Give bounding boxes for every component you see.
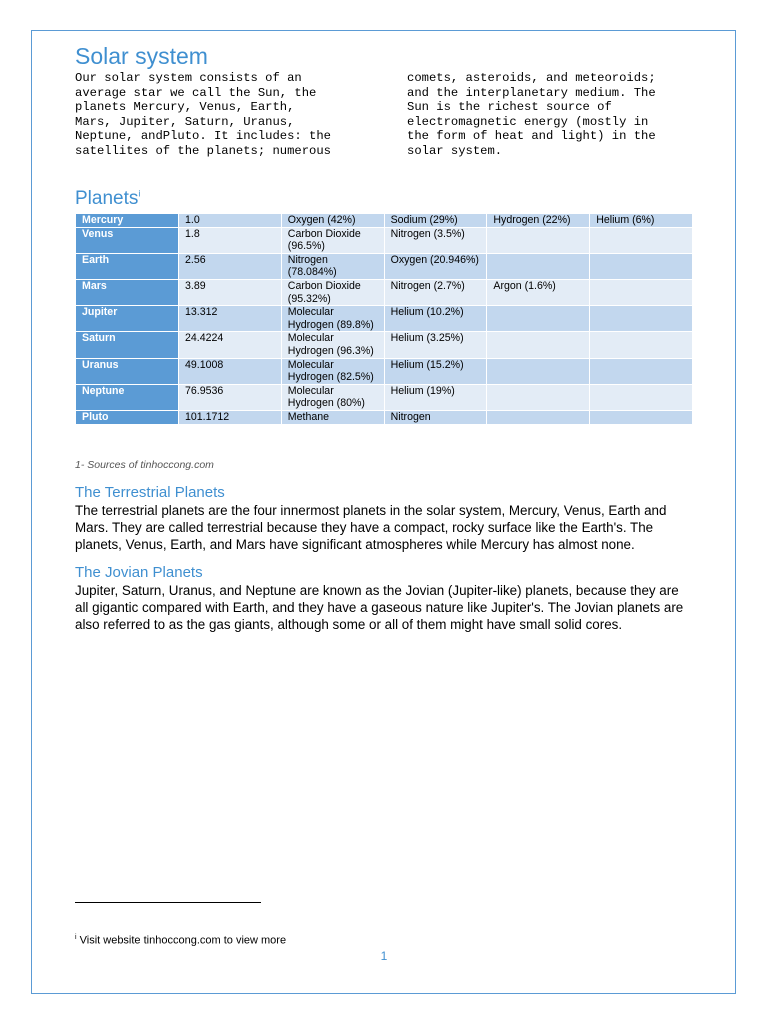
composition-cell: Molecular Hydrogen (89.8%): [281, 306, 384, 332]
intro-paragraph-right: comets, asteroids, and meteoroids; and the interplanetary medium. The Sun is the richest source of electromagnetic energy (mostly in the form of heat and light) in the solar system.: [407, 71, 656, 158]
table-row: [76, 384, 693, 410]
composition-cell: [590, 358, 693, 384]
table-row: [76, 253, 693, 279]
table-row: [76, 214, 693, 228]
composition-cell: [590, 384, 693, 410]
composition-cell: Carbon Dioxide (96.5%): [281, 227, 384, 253]
document-title: Solar system: [75, 43, 208, 69]
table-row: [76, 306, 693, 332]
planets-heading: [75, 188, 140, 210]
composition-cell: Argon (1.6%): [487, 279, 590, 305]
composition-cell: Helium (19%): [384, 384, 487, 410]
planet-name-cell: Pluto: [76, 410, 179, 424]
value-cell: 76.9536: [179, 384, 282, 410]
composition-cell: [590, 227, 693, 253]
composition-cell: [487, 410, 590, 424]
composition-cell: Nitrogen (2.7%): [384, 279, 487, 305]
table-row: [76, 410, 693, 424]
table-row: [76, 332, 693, 358]
composition-cell: [590, 306, 693, 332]
value-cell: 13.312: [179, 306, 282, 332]
footnote-text: Visit website tinhoccong.com to view more: [76, 934, 287, 947]
footnote: [75, 934, 286, 947]
value-cell: 101.1712: [179, 410, 282, 424]
composition-cell: Nitrogen (78.084%): [281, 253, 384, 279]
composition-cell: Nitrogen: [384, 410, 487, 424]
composition-cell: Carbon Dioxide (95.32%): [281, 279, 384, 305]
footnote-separator: [75, 902, 261, 903]
terrestrial-paragraph: The terrestrial planets are the four innermost planets in the solar system, Mercury, Venus, Earth and Mars. They are called terrestrial because they have a compact, rocky surface like the Earth's. The planets, Venus, Earth, and Mars have significant atmospheres while Mercury has almost none.: [75, 503, 667, 552]
composition-cell: Oxygen (20.946%): [384, 253, 487, 279]
planet-name-cell: Earth: [76, 253, 179, 279]
composition-cell: Helium (15.2%): [384, 358, 487, 384]
planet-name-cell: Jupiter: [76, 306, 179, 332]
composition-cell: Methane: [281, 410, 384, 424]
value-cell: 24.4224: [179, 332, 282, 358]
composition-cell: Molecular Hydrogen (82.5%): [281, 358, 384, 384]
page-number: 1: [380, 949, 388, 963]
composition-cell: Molecular Hydrogen (80%): [281, 384, 384, 410]
planet-name-cell: Saturn: [76, 332, 179, 358]
composition-cell: [590, 279, 693, 305]
composition-cell: [487, 253, 590, 279]
composition-cell: [487, 358, 590, 384]
composition-cell: Sodium (29%): [384, 214, 487, 228]
value-cell: 3.89: [179, 279, 282, 305]
jovian-paragraph: Jupiter, Saturn, Uranus, and Neptune are known as the Jovian (Jupiter-like) planets, because they are all gigantic compared with Earth, and they have a gaseous nature like Jupiter's. The Jovian planets are also referred to as the gas giants, although some or all of them might have small solid cores.: [75, 583, 684, 632]
composition-cell: [590, 253, 693, 279]
composition-cell: Nitrogen (3.5%): [384, 227, 487, 253]
value-cell: 1.8: [179, 227, 282, 253]
value-cell: 2.56: [179, 253, 282, 279]
composition-cell: Molecular Hydrogen (96.3%): [281, 332, 384, 358]
composition-cell: Helium (3.25%): [384, 332, 487, 358]
composition-cell: [487, 384, 590, 410]
planets-heading-text: Planets: [75, 188, 139, 209]
table-row: [76, 358, 693, 384]
jovian-heading: The Jovian Planets: [75, 564, 203, 581]
planet-name-cell: Mercury: [76, 214, 179, 228]
value-cell: 1.0: [179, 214, 282, 228]
composition-cell: Helium (6%): [590, 214, 693, 228]
planets-table: [75, 213, 693, 425]
table-row: [76, 279, 693, 305]
planet-name-cell: Uranus: [76, 358, 179, 384]
composition-cell: [487, 332, 590, 358]
planet-name-cell: Neptune: [76, 384, 179, 410]
terrestrial-heading: The Terrestrial Planets: [75, 484, 225, 501]
composition-cell: [487, 227, 590, 253]
composition-cell: [487, 306, 590, 332]
footnote-marker: i: [75, 934, 77, 941]
composition-cell: Hydrogen (22%): [487, 214, 590, 228]
composition-cell: Oxygen (42%): [281, 214, 384, 228]
composition-cell: [590, 332, 693, 358]
planets-footnote-ref: i: [138, 188, 141, 199]
intro-paragraph-left: Our solar system consists of an average star we call the Sun, the planets Mercury, Venus, Earth, Mars, Jupiter, Saturn, Uranus, Neptune, andPluto. It includes: the satellites of the planets; numerous: [75, 71, 331, 158]
planet-name-cell: Mars: [76, 279, 179, 305]
composition-cell: [590, 410, 693, 424]
table-row: [76, 227, 693, 253]
composition-cell: Helium (10.2%): [384, 306, 487, 332]
value-cell: 49.1008: [179, 358, 282, 384]
table-caption: 1- Sources of tinhoccong.com: [75, 459, 214, 471]
planet-name-cell: Venus: [76, 227, 179, 253]
